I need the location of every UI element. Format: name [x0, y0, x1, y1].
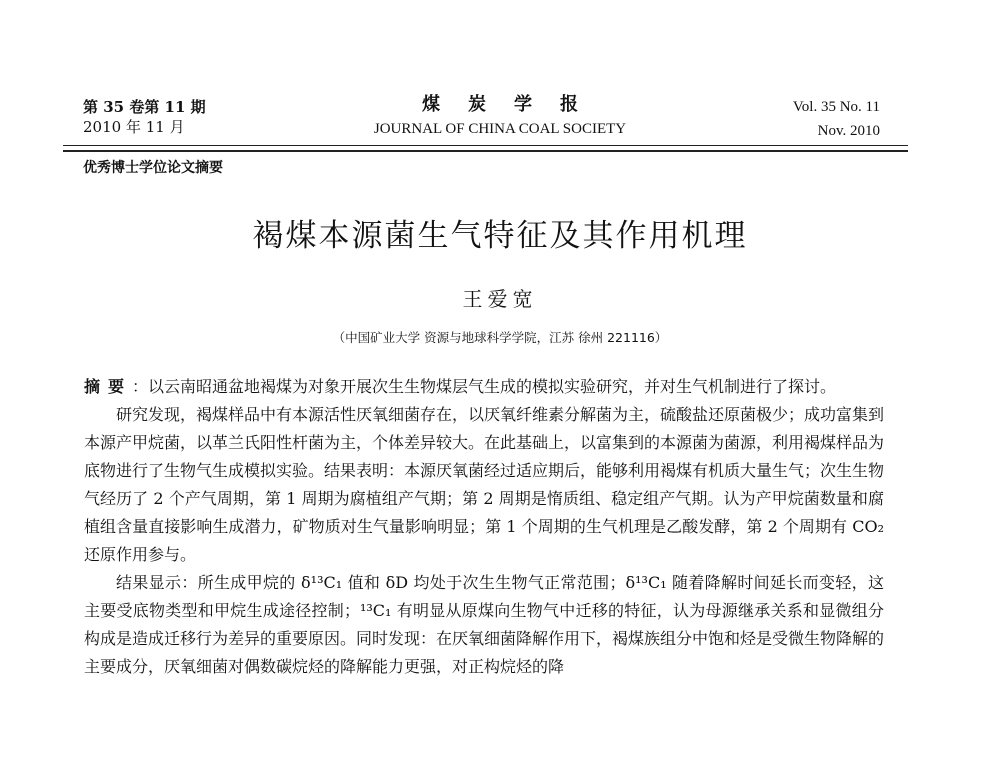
date-cn: 2010 年 11 月 [83, 118, 185, 136]
journal-name-en: JOURNAL OF CHINA COAL SOCIETY [373, 121, 627, 137]
header-rule-thin [63, 145, 908, 146]
abstract-paragraph-3: 结果显示：所生成甲烷的 δ¹³C₁ 值和 δD 均处于次生生物气正常范围；δ¹³C₁ 随着降解时间延长而变轻，这主要受底物类型和甲烷生成途径控制；¹³C₁ 有明显从原煤向生物气中迁移的特征，认为母源继承关系和显微组分构成是造成迁移行为差异的重要原因。同时发现：在厌氧细菌降解作用下，褐煤族组分中饱和烃是受微生物降解的主要成分，厌氧细菌对偶数碳烷烃的降解能力更强，对正构烷烃的降 [84, 573, 885, 676]
abstract-p1-text: 以云南昭通盆地褐煤为对象开展次生生物煤层气生成的模拟实验研究，并对生气机制进行了探讨。 [148, 377, 837, 396]
abstract-paragraph-1: 摘要：以云南昭通盆地褐煤为对象开展次生生物煤层气生成的模拟实验研究，并对生气机制进行了探讨。 [84, 377, 837, 396]
issue-info-en [793, 97, 880, 141]
journal-name-cn: 煤炭学报 [422, 94, 606, 115]
header-rule-thick [63, 150, 908, 152]
volume-issue-en: Vol. 35 No. 11 [792, 99, 880, 115]
affiliation: （中国矿业大学 资源与地球科学学院，江苏 徐州 221116） [332, 330, 668, 345]
issue-info [83, 97, 206, 137]
date-en: Nov. 2010 [817, 123, 880, 139]
column-label: 优秀博士学位论文摘要 [83, 160, 223, 176]
author: 王爱宽 [462, 287, 538, 311]
abstract [84, 373, 884, 681]
volume-issue-cn: 第 35 卷第 11 期 [83, 98, 206, 116]
article-title: 褐煤本源菌生气特征及其作用机理 [252, 218, 748, 254]
journal-name [300, 95, 700, 139]
abstract-label: 摘要 [84, 377, 133, 396]
abstract-paragraph-2: 研究发现，褐煤样品中有本源活性厌氧细菌存在，以厌氧纤维素分解菌为主，硫酸盐还原菌极少；成功富集到本源产甲烷菌，以革兰氏阳性杆菌为主，个体差异较大。在此基础上，以富集到的本源菌为菌源，利用褐煤样品为底物进行了生物气生成模拟实验。结果表明：本源厌氧菌经过适应期后，能够利用褐煤有机质大量生气；次生生物气经历了 2 个产气周期，第 1 周期为腐植组产气期；第 2 周期是惰质组、稳定组产气期。认为产甲烷菌数量和腐植组含量直接影响生成潜力，矿物质对生气量影响明显；第 1 个周期的生气机理是乙酸发酵，第 2 个周期有 CO₂还原作用参与。 [84, 405, 885, 564]
